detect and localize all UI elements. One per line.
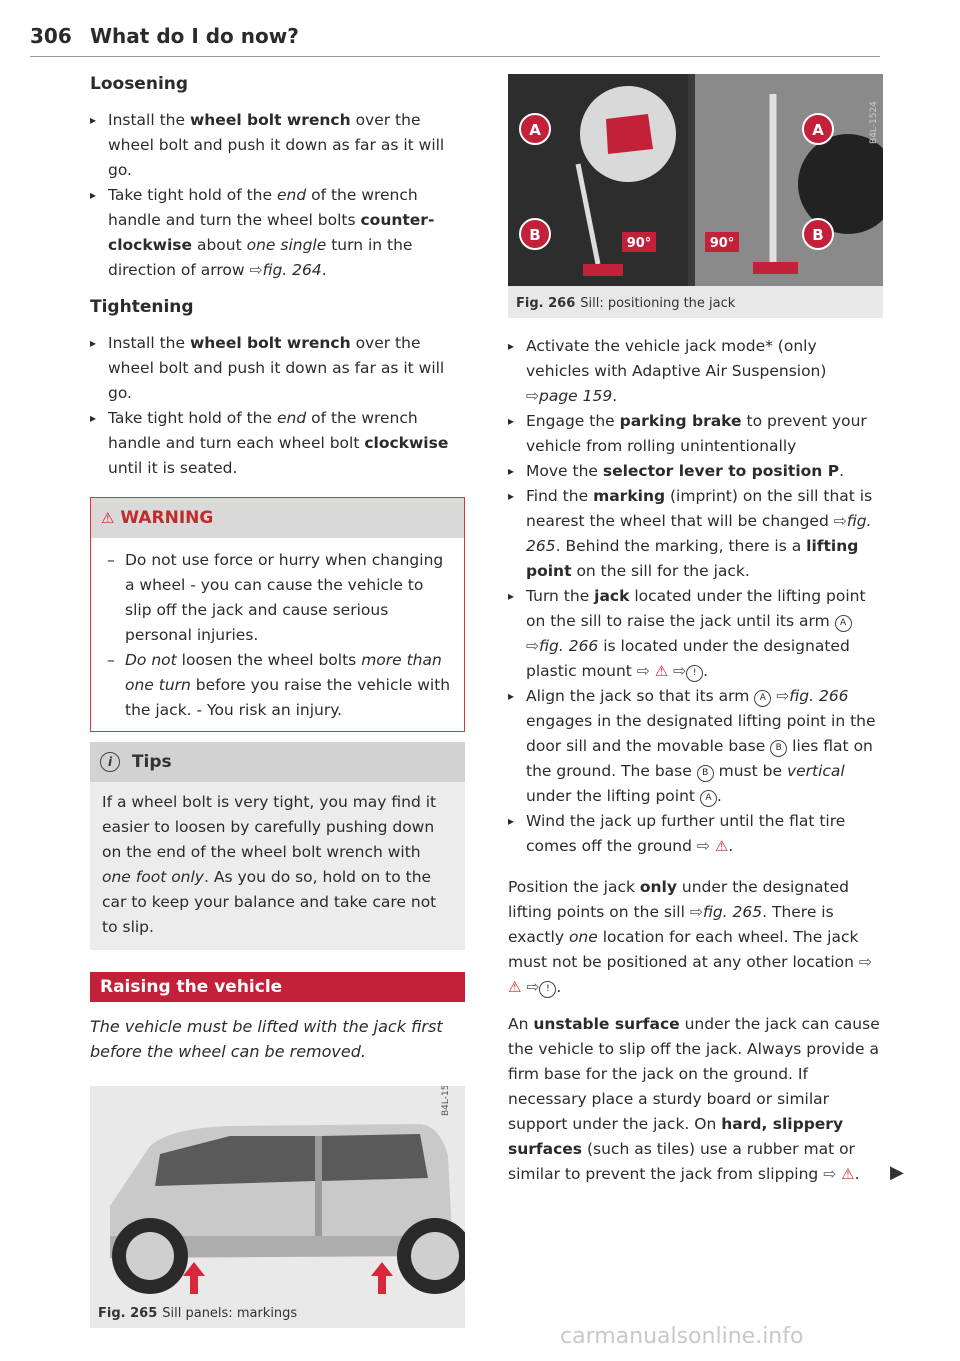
marker-b: B [697, 765, 714, 782]
fig-reference-link[interactable]: fig. 265 [526, 512, 872, 555]
tips-text: If a wheel bolt is very tight, you may find it easier to loosen by carefully pushing down on the end of the wheel bolt wrench with one foot only. As you do so, hold on to the car to keep your balance and take care not to slip. [102, 793, 437, 936]
fig-reference-link[interactable]: fig. 265 [702, 903, 763, 921]
list-item: ▸ Align the jack so that its arm A ⇨fig. 266 engages in the designated lifting point in the door sill and the movable base B lies flat on the ground. The base B must be vertical under the lifting point A . [508, 684, 883, 809]
jack-positioning-illustration [508, 74, 883, 286]
right-column [508, 74, 883, 1187]
chapter-title: What do I do now? [90, 24, 299, 48]
marker-b: B [770, 740, 787, 757]
marker-a: A [700, 790, 717, 807]
list-item: ▸ Activate the vehicle jack mode* (only vehicles with Adaptive Air Suspension) ⇨page 159. [508, 334, 883, 409]
list-item: ▸ Install the wheel bolt wrench over the wheel bolt and push it down as far as it will go. [90, 331, 465, 406]
svg-text:90°: 90° [626, 236, 652, 251]
list-item: ▸ Move the selector lever to position P. [508, 459, 883, 484]
figure-caption: Fig. 265 Sill panels: markings [98, 1306, 298, 1321]
warning-item: – Do not loosen the wheel bolts more than one turn before you raise the vehicle with the jack. - You risk an injury. [103, 648, 452, 723]
figure-caption: Fig. 266 Sill: positioning the jack [516, 296, 736, 311]
fig-reference-link[interactable]: fig. 266 [789, 687, 849, 705]
left-column [90, 74, 465, 1328]
paragraph: Position the jack only under the designated lifting points on the sill ⇨fig. 265. There is exactly one location for each wheel. The jack must not be positioned at any other location ⇨⚠ ⇨ ! . [508, 875, 883, 1000]
page-header [30, 22, 880, 57]
svg-text:A: A [812, 121, 824, 139]
figure-266 [508, 74, 883, 318]
section-title: Raising the vehicle [90, 972, 465, 1002]
list-item: ▸ Take tight hold of the end of the wrench handle and turn the wheel bolts counter-clockwise about one single turn in the direction of arrow ⇨fig. 264. [90, 183, 465, 283]
warning-triangle-icon: ⚠ [654, 662, 669, 680]
list-item: ▸ Find the marking (imprint) on the sill that is nearest the wheel that will be changed ⇨fig. 265. Behind the marking, there is a lifting point on the sill for the jack. [508, 484, 883, 584]
svg-text:A: A [529, 121, 541, 139]
list-item: ▸ Install the wheel bolt wrench over the wheel bolt and push it down as far as it will go. [90, 108, 465, 183]
warning-triangle-icon: ⚠ [101, 509, 115, 527]
warning-triangle-icon: ⚠ [508, 978, 522, 996]
svg-text:90°: 90° [709, 236, 735, 251]
svg-text:B: B [812, 226, 824, 244]
warning-box [90, 497, 465, 732]
warning-item: – Do not use force or hurry when changing a wheel - you can cause the vehicle to slip off the jack and cause serious personal injuries. [103, 548, 452, 648]
caution-circle-icon: ! [539, 981, 556, 998]
warning-header: ⚠ WARNING [91, 498, 464, 538]
list-item: ▸ Turn the jack located under the lifting point on the sill to raise the jack until its arm A ⇨fig. 266 is located under the designated plastic mount ⇨ ⚠ ⇨ ! . [508, 584, 883, 684]
warning-triangle-icon: ⚠ [841, 1165, 855, 1183]
footer-watermark: carmanualsonline.info [560, 1324, 804, 1349]
page-number: 306 [30, 24, 72, 48]
marker-a: A [754, 690, 771, 707]
marker-a: A [835, 615, 852, 632]
tips-header: i Tips [90, 742, 465, 782]
list-item: ▸ Wind the jack up further until the flat tire comes off the ground ⇨ ⚠. [508, 809, 883, 859]
svg-text:B4L-1524: B4L-1524 [869, 101, 879, 144]
loosening-heading: Loosening [90, 74, 189, 94]
list-item: ▸ Take tight hold of the end of the wrench handle and turn each wheel bolt clockwise until it is seated. [90, 406, 465, 481]
caution-circle-icon: ! [686, 665, 703, 682]
next-page-arrow-icon[interactable]: ▶ [890, 1162, 904, 1183]
fig-reference-link[interactable]: fig. 264 [262, 261, 322, 279]
tightening-heading: Tightening [90, 297, 194, 317]
paragraph: An unstable surface under the jack can cause the vehicle to slip off the jack. Always provide a firm base for the jack on the ground. If necessary place a sturdy board or similar support under the jack. On hard, slippery surfaces (such as tiles) use a rubber mat or similar to prevent the jack from slipping ⇨ ⚠. [508, 1012, 883, 1187]
svg-text:B: B [529, 226, 541, 244]
page-reference-link[interactable]: page 159 [539, 387, 613, 405]
list-item: ▸ Engage the parking brake to prevent your vehicle from rolling unintentionally [508, 409, 883, 459]
figure-265 [90, 1086, 465, 1328]
section-lede: The vehicle must be lifted with the jack first before the wheel can be removed. [90, 1017, 443, 1061]
fig-reference-link[interactable]: fig. 266 [539, 637, 599, 655]
tips-box [90, 742, 465, 950]
svg-text:B4L-1523: B4L-1523 [441, 1086, 451, 1116]
warning-triangle-icon: ⚠ [714, 837, 729, 855]
car-side-illustration [90, 1086, 465, 1296]
info-circle-icon: i [100, 752, 120, 772]
